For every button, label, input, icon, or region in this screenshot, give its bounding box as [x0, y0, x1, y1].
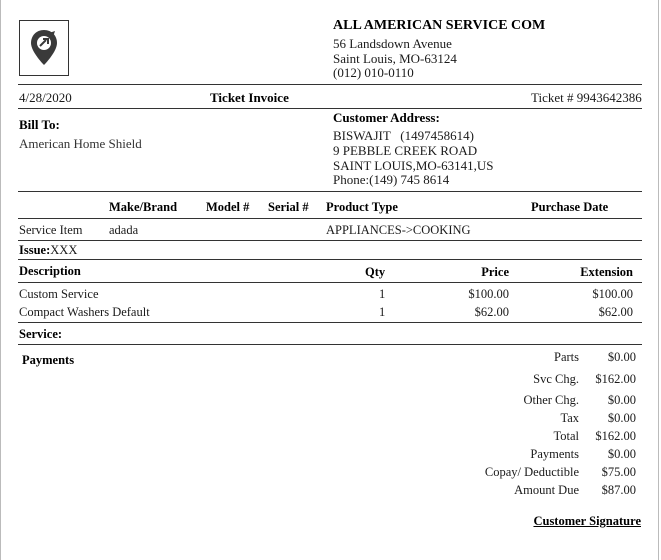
- col-product-type: Product Type: [326, 200, 398, 214]
- total-value-svc-chg: $162.00: [595, 372, 636, 386]
- divider: [18, 108, 642, 109]
- customer-city: SAINT LOUIS,MO-63141,US: [333, 158, 494, 173]
- divider: [18, 240, 642, 241]
- issue-value: XXX: [50, 243, 78, 257]
- line-price: $62.00: [474, 305, 509, 319]
- divider: [18, 322, 642, 323]
- total-value-copay: $75.00: [601, 465, 636, 479]
- line-price: $100.00: [468, 287, 509, 301]
- total-label-tax: Tax: [560, 411, 579, 425]
- col-purchase-date: Purchase Date: [531, 200, 609, 214]
- bill-to-label: Bill To:: [19, 117, 60, 132]
- customer-name: BISWAJIT (1497458614): [333, 128, 474, 143]
- col-price: Price: [481, 265, 509, 279]
- payments-label: Payments: [22, 353, 75, 367]
- issue-label: Issue:: [19, 243, 51, 257]
- divider: [18, 191, 642, 192]
- divider: [18, 282, 642, 283]
- divider: [18, 259, 642, 260]
- total-label-svc-chg: Svc Chg.: [533, 372, 579, 386]
- total-value-other-chg: $0.00: [607, 393, 636, 407]
- invoice-title: Ticket Invoice: [210, 90, 289, 105]
- total-label-copay: Copay/ Deductible: [484, 465, 579, 479]
- customer-address-label: Customer Address:: [333, 110, 440, 125]
- service-item-make: adada: [109, 223, 139, 237]
- company-logo: [19, 20, 69, 76]
- total-value-parts: $0.00: [607, 350, 636, 364]
- ticket-number: Ticket # 9943642386: [531, 90, 642, 105]
- line-description: Custom Service: [19, 287, 99, 301]
- service-label: Service:: [19, 327, 63, 341]
- issue-line: [19, 243, 77, 258]
- line-qty: 1: [379, 287, 386, 301]
- divider: [18, 344, 642, 345]
- col-qty: Qty: [365, 265, 386, 279]
- page-left-border: [0, 0, 1, 560]
- col-serial: Serial #: [268, 200, 309, 214]
- total-value-tax: $0.00: [607, 411, 636, 425]
- total-value-payments: $0.00: [607, 447, 636, 461]
- company-name: ALL AMERICAN SERVICE COM: [333, 18, 546, 33]
- location-pin-logo-icon: [29, 29, 59, 67]
- total-label-amount-due: Amount Due: [514, 483, 579, 497]
- customer-phone: Phone:(149) 745 8614: [333, 172, 450, 187]
- bill-to-name: American Home Shield: [19, 136, 142, 151]
- col-make-brand: Make/Brand: [109, 200, 178, 214]
- divider: [18, 218, 642, 219]
- total-value-amount-due: $87.00: [601, 483, 636, 497]
- col-extension: Extension: [580, 265, 633, 279]
- customer-street: 9 PEBBLE CREEK ROAD: [333, 143, 478, 158]
- total-label-other-chg: Other Chg.: [523, 393, 579, 407]
- total-label-parts: Parts: [554, 350, 579, 364]
- company-address-2: Saint Louis, MO-63124: [333, 51, 457, 66]
- total-value-total: $162.00: [595, 429, 636, 443]
- total-label-total: Total: [553, 429, 579, 443]
- col-description: Description: [19, 264, 81, 278]
- divider: [18, 84, 642, 85]
- line-description: Compact Washers Default: [19, 305, 150, 319]
- customer-signature-label: Customer Signature: [533, 514, 641, 528]
- line-extension: $62.00: [598, 305, 633, 319]
- total-label-payments: Payments: [530, 447, 579, 461]
- invoice-date: 4/28/2020: [19, 90, 72, 105]
- service-item-label: Service Item: [19, 223, 83, 237]
- col-model: Model #: [206, 200, 250, 214]
- line-extension: $100.00: [592, 287, 633, 301]
- company-phone: (012) 010-0110: [333, 65, 414, 80]
- line-qty: 1: [379, 305, 386, 319]
- page-right-border: [658, 0, 659, 560]
- company-address-1: 56 Landsdown Avenue: [333, 36, 452, 51]
- service-item-product-type: APPLIANCES->COOKING: [326, 223, 471, 237]
